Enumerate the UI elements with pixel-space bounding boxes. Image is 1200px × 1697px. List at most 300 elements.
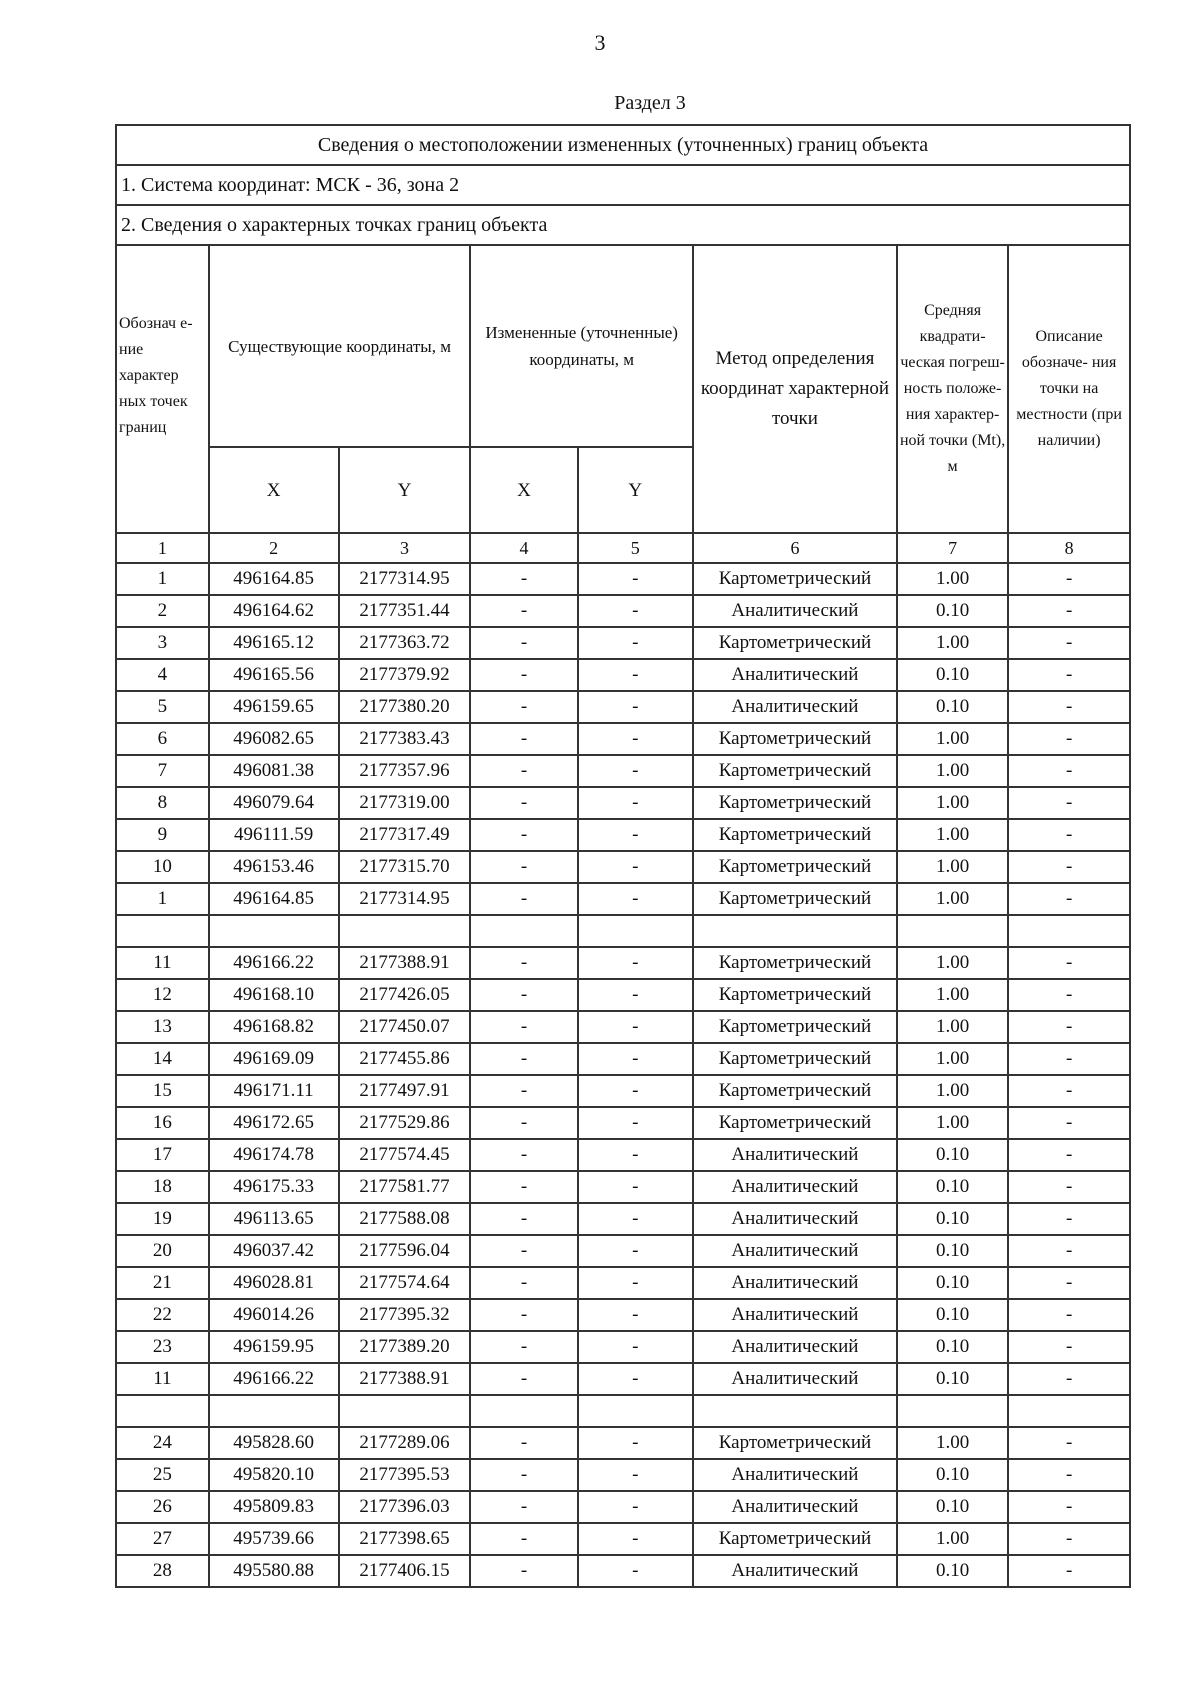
existing-y-cell: 2177388.91 <box>339 1363 471 1395</box>
table-row <box>116 1555 1130 1587</box>
changed-x-cell: - <box>470 1139 577 1171</box>
changed-y-cell: - <box>578 1171 693 1203</box>
existing-y-cell: 2177315.70 <box>339 851 471 883</box>
method-cell: Картометрический <box>693 755 897 787</box>
method-cell: Картометрический <box>693 947 897 979</box>
method-cell: Картометрический <box>693 787 897 819</box>
table-row <box>116 627 1130 659</box>
existing-x-cell: 496168.82 <box>209 1011 339 1043</box>
changed-x-cell: - <box>470 1203 577 1235</box>
error-cell: 1.00 <box>897 883 1008 915</box>
changed-y-cell: - <box>578 1331 693 1363</box>
changed-x-cell: - <box>470 723 577 755</box>
point-number-cell: 25 <box>116 1459 209 1491</box>
changed-x-cell: - <box>470 755 577 787</box>
column-number: 4 <box>470 533 577 563</box>
point-number-cell: 14 <box>116 1043 209 1075</box>
changed-y-cell: - <box>578 979 693 1011</box>
method-cell: Картометрический <box>693 723 897 755</box>
table-row <box>116 819 1130 851</box>
table-row <box>116 1107 1130 1139</box>
point-number-cell: 27 <box>116 1523 209 1555</box>
column-number: 6 <box>693 533 897 563</box>
point-number-cell: 1 <box>116 883 209 915</box>
changed-x-cell: - <box>470 1523 577 1555</box>
description-cell: - <box>1008 1267 1130 1299</box>
changed-y-cell: - <box>578 1107 693 1139</box>
changed-y-cell: - <box>578 883 693 915</box>
changed-y-cell: - <box>578 755 693 787</box>
description-cell: - <box>1008 1203 1130 1235</box>
existing-y-cell: 2177396.03 <box>339 1491 471 1523</box>
existing-x-cell: 496111.59 <box>209 819 339 851</box>
error-cell: 1.00 <box>897 979 1008 1011</box>
header-changed-y: Y <box>578 447 693 533</box>
table-row <box>116 1491 1130 1523</box>
changed-y-cell: - <box>578 1075 693 1107</box>
table-row <box>116 659 1130 691</box>
coordinate-system: 1. Система координат: МСК - 36, зона 2 <box>116 165 1130 205</box>
column-number: 8 <box>1008 533 1130 563</box>
changed-x-cell: - <box>470 1075 577 1107</box>
header-existing-coordinates: Существующие координаты, м <box>209 245 471 447</box>
column-number-row <box>116 533 1130 563</box>
changed-x-cell: - <box>470 1011 577 1043</box>
point-number-cell: 28 <box>116 1555 209 1587</box>
method-cell: Картометрический <box>693 979 897 1011</box>
error-cell: 1.00 <box>897 563 1008 595</box>
method-cell: Аналитический <box>693 1363 897 1395</box>
table-row <box>116 1267 1130 1299</box>
existing-x-cell: 496079.64 <box>209 787 339 819</box>
existing-x-cell: 496037.42 <box>209 1235 339 1267</box>
changed-y-cell: - <box>578 819 693 851</box>
existing-y-cell: 2177588.08 <box>339 1203 471 1235</box>
method-cell: Картометрический <box>693 883 897 915</box>
error-cell: 0.10 <box>897 1491 1008 1523</box>
changed-x-cell: - <box>470 1267 577 1299</box>
column-number: 5 <box>578 533 693 563</box>
existing-y-cell: 2177596.04 <box>339 1235 471 1267</box>
point-number-cell <box>116 915 209 947</box>
point-number-cell: 16 <box>116 1107 209 1139</box>
changed-y-cell: - <box>578 1267 693 1299</box>
changed-y-cell: - <box>578 1299 693 1331</box>
changed-x-cell: - <box>470 1107 577 1139</box>
description-cell: - <box>1008 1555 1130 1587</box>
description-cell: - <box>1008 755 1130 787</box>
description-cell: - <box>1008 659 1130 691</box>
error-cell: 0.10 <box>897 1555 1008 1587</box>
table-row <box>116 915 1130 947</box>
changed-y-cell: - <box>578 1235 693 1267</box>
error-cell: 1.00 <box>897 1107 1008 1139</box>
changed-x-cell: - <box>470 883 577 915</box>
changed-x-cell: - <box>470 787 577 819</box>
changed-x-cell: - <box>470 659 577 691</box>
changed-x-cell: - <box>470 1459 577 1491</box>
existing-x-cell: 495820.10 <box>209 1459 339 1491</box>
header-changed-coordinates: Измененные (уточненные) координаты, м <box>470 245 693 447</box>
table-row <box>116 1171 1130 1203</box>
table-row <box>116 979 1130 1011</box>
table-row <box>116 1395 1130 1427</box>
header-description: Описание обозначе- ния точки на местности (при наличии) <box>1008 245 1130 533</box>
method-cell: Аналитический <box>693 1171 897 1203</box>
existing-y-cell: 2177455.86 <box>339 1043 471 1075</box>
point-number-cell: 13 <box>116 1011 209 1043</box>
method-cell: Картометрический <box>693 1075 897 1107</box>
header-changed-x: X <box>470 447 577 533</box>
error-cell: 0.10 <box>897 691 1008 723</box>
existing-y-cell: 2177289.06 <box>339 1427 471 1459</box>
description-cell: - <box>1008 1235 1130 1267</box>
existing-y-cell: 2177380.20 <box>339 691 471 723</box>
error-cell: 0.10 <box>897 1203 1008 1235</box>
point-number-cell: 12 <box>116 979 209 1011</box>
changed-x-cell: - <box>470 691 577 723</box>
table-row <box>116 563 1130 595</box>
changed-x-cell: - <box>470 819 577 851</box>
description-cell: - <box>1008 627 1130 659</box>
table-row <box>116 1139 1130 1171</box>
point-number-cell: 7 <box>116 755 209 787</box>
table-row <box>116 1235 1130 1267</box>
description-cell: - <box>1008 1139 1130 1171</box>
method-cell: Картометрический <box>693 1427 897 1459</box>
changed-y-cell: - <box>578 563 693 595</box>
changed-y-cell: - <box>578 1523 693 1555</box>
changed-x-cell: - <box>470 851 577 883</box>
point-number-cell: 24 <box>116 1427 209 1459</box>
point-number-cell: 6 <box>116 723 209 755</box>
point-number-cell: 5 <box>116 691 209 723</box>
existing-x-cell: 496159.95 <box>209 1331 339 1363</box>
description-cell: - <box>1008 883 1130 915</box>
method-cell: Картометрический <box>693 563 897 595</box>
existing-x-cell: 495809.83 <box>209 1491 339 1523</box>
table-row <box>116 1011 1130 1043</box>
error-cell: 1.00 <box>897 947 1008 979</box>
description-cell: - <box>1008 1171 1130 1203</box>
method-cell: Аналитический <box>693 1203 897 1235</box>
error-cell: 1.00 <box>897 1011 1008 1043</box>
existing-y-cell: 2177574.64 <box>339 1267 471 1299</box>
point-number-cell: 3 <box>116 627 209 659</box>
method-cell: Аналитический <box>693 1459 897 1491</box>
table-row <box>116 787 1130 819</box>
changed-y-cell: - <box>578 1459 693 1491</box>
table-row <box>116 723 1130 755</box>
method-cell: Аналитический <box>693 1491 897 1523</box>
table-row <box>116 1459 1130 1491</box>
existing-y-cell: 2177426.05 <box>339 979 471 1011</box>
description-cell: - <box>1008 979 1130 1011</box>
description-cell: - <box>1008 1075 1130 1107</box>
point-number-cell: 17 <box>116 1139 209 1171</box>
existing-y-cell: 2177351.44 <box>339 595 471 627</box>
existing-x-cell: 496169.09 <box>209 1043 339 1075</box>
table-row <box>116 1075 1130 1107</box>
description-cell: - <box>1008 1427 1130 1459</box>
existing-y-cell: 2177395.53 <box>339 1459 471 1491</box>
existing-x-cell <box>209 1395 339 1427</box>
description-cell: - <box>1008 691 1130 723</box>
error-cell: 1.00 <box>897 851 1008 883</box>
existing-y-cell: 2177497.91 <box>339 1075 471 1107</box>
changed-x-cell: - <box>470 1331 577 1363</box>
error-cell: 0.10 <box>897 1363 1008 1395</box>
description-cell: - <box>1008 1523 1130 1555</box>
error-cell: 1.00 <box>897 1427 1008 1459</box>
method-cell: Картометрический <box>693 1107 897 1139</box>
existing-y-cell: 2177389.20 <box>339 1331 471 1363</box>
existing-x-cell: 496165.56 <box>209 659 339 691</box>
existing-y-cell: 2177379.92 <box>339 659 471 691</box>
description-cell: - <box>1008 595 1130 627</box>
existing-y-cell: 2177581.77 <box>339 1171 471 1203</box>
error-cell: 0.10 <box>897 1299 1008 1331</box>
changed-y-cell: - <box>578 947 693 979</box>
column-number: 1 <box>116 533 209 563</box>
boundary-points-table <box>115 124 1131 1588</box>
point-number-cell: 22 <box>116 1299 209 1331</box>
existing-x-cell: 496174.78 <box>209 1139 339 1171</box>
method-cell: Аналитический <box>693 659 897 691</box>
existing-x-cell: 496166.22 <box>209 947 339 979</box>
method-cell: Аналитический <box>693 1267 897 1299</box>
changed-y-cell: - <box>578 1011 693 1043</box>
error-cell: 1.00 <box>897 1075 1008 1107</box>
changed-y-cell: - <box>578 1555 693 1587</box>
changed-x-cell: - <box>470 1491 577 1523</box>
table-row <box>116 883 1130 915</box>
existing-x-cell: 496172.65 <box>209 1107 339 1139</box>
method-cell: Картометрический <box>693 851 897 883</box>
existing-x-cell: 496164.85 <box>209 563 339 595</box>
changed-y-cell: - <box>578 595 693 627</box>
changed-x-cell: - <box>470 979 577 1011</box>
point-number-cell: 1 <box>116 563 209 595</box>
method-cell: Картометрический <box>693 1011 897 1043</box>
description-cell: - <box>1008 947 1130 979</box>
changed-x-cell: - <box>470 1555 577 1587</box>
description-cell: - <box>1008 723 1130 755</box>
existing-x-cell: 496166.22 <box>209 1363 339 1395</box>
method-cell: Картометрический <box>693 819 897 851</box>
point-number-cell: 10 <box>116 851 209 883</box>
method-cell: Аналитический <box>693 691 897 723</box>
error-cell: 1.00 <box>897 787 1008 819</box>
error-cell: 1.00 <box>897 627 1008 659</box>
existing-y-cell: 2177314.95 <box>339 563 471 595</box>
method-cell: Аналитический <box>693 1331 897 1363</box>
table-row <box>116 1427 1130 1459</box>
method-cell <box>693 1395 897 1427</box>
table-row <box>116 947 1130 979</box>
description-cell <box>1008 1395 1130 1427</box>
table-row <box>116 595 1130 627</box>
description-cell: - <box>1008 563 1130 595</box>
method-cell: Картометрический <box>693 1523 897 1555</box>
existing-x-cell: 496082.65 <box>209 723 339 755</box>
existing-x-cell: 496168.10 <box>209 979 339 1011</box>
point-number-cell: 11 <box>116 1363 209 1395</box>
changed-y-cell: - <box>578 1139 693 1171</box>
description-cell: - <box>1008 1299 1130 1331</box>
point-number-cell: 23 <box>116 1331 209 1363</box>
changed-x-cell: - <box>470 1043 577 1075</box>
error-cell: 0.10 <box>897 1331 1008 1363</box>
header-existing-y: Y <box>339 447 471 533</box>
description-cell: - <box>1008 1107 1130 1139</box>
table-row <box>116 851 1130 883</box>
existing-y-cell: 2177529.86 <box>339 1107 471 1139</box>
error-cell <box>897 1395 1008 1427</box>
changed-y-cell: - <box>578 627 693 659</box>
method-cell: Аналитический <box>693 1139 897 1171</box>
existing-x-cell: 496113.65 <box>209 1203 339 1235</box>
table-row <box>116 755 1130 787</box>
changed-x-cell: - <box>470 563 577 595</box>
table-title: Сведения о местоположении измененных (уточненных) границ объекта <box>116 125 1130 165</box>
point-number-cell: 11 <box>116 947 209 979</box>
existing-x-cell: 496165.12 <box>209 627 339 659</box>
existing-y-cell: 2177383.43 <box>339 723 471 755</box>
existing-y-cell: 2177406.15 <box>339 1555 471 1587</box>
point-number-cell: 19 <box>116 1203 209 1235</box>
description-cell: - <box>1008 1491 1130 1523</box>
existing-y-cell: 2177363.72 <box>339 627 471 659</box>
header-error: Средняя квадрати- ческая погреш- ность положе- ния характер- ной точки (Mt), м <box>897 245 1008 533</box>
header-existing-x: X <box>209 447 339 533</box>
method-cell: Аналитический <box>693 1235 897 1267</box>
error-cell: 0.10 <box>897 1267 1008 1299</box>
existing-x-cell: 496171.11 <box>209 1075 339 1107</box>
error-cell: 0.10 <box>897 1139 1008 1171</box>
existing-y-cell <box>339 915 471 947</box>
existing-y-cell: 2177317.49 <box>339 819 471 851</box>
existing-y-cell: 2177319.00 <box>339 787 471 819</box>
description-cell: - <box>1008 1363 1130 1395</box>
changed-x-cell: - <box>470 627 577 659</box>
existing-y-cell: 2177398.65 <box>339 1523 471 1555</box>
column-number: 3 <box>339 533 471 563</box>
error-cell: 0.10 <box>897 595 1008 627</box>
point-number-cell: 8 <box>116 787 209 819</box>
existing-x-cell <box>209 915 339 947</box>
error-cell: 1.00 <box>897 1043 1008 1075</box>
point-number-cell: 26 <box>116 1491 209 1523</box>
existing-y-cell: 2177574.45 <box>339 1139 471 1171</box>
table-row <box>116 1043 1130 1075</box>
changed-y-cell: - <box>578 1203 693 1235</box>
header-designation: Обознач е-ние характер ных точек границ <box>116 245 209 533</box>
point-number-cell: 9 <box>116 819 209 851</box>
existing-x-cell: 496153.46 <box>209 851 339 883</box>
existing-y-cell: 2177357.96 <box>339 755 471 787</box>
changed-x-cell: - <box>470 595 577 627</box>
description-cell: - <box>1008 851 1130 883</box>
section-title: Раздел 3 <box>614 92 686 114</box>
column-number: 7 <box>897 533 1008 563</box>
description-cell: - <box>1008 819 1130 851</box>
existing-x-cell: 495580.88 <box>209 1555 339 1587</box>
existing-y-cell: 2177395.32 <box>339 1299 471 1331</box>
point-number-cell: 15 <box>116 1075 209 1107</box>
changed-y-cell <box>578 915 693 947</box>
point-number-cell: 18 <box>116 1171 209 1203</box>
existing-x-cell: 496014.26 <box>209 1299 339 1331</box>
error-cell: 0.10 <box>897 1459 1008 1491</box>
description-cell: - <box>1008 1011 1130 1043</box>
description-cell <box>1008 915 1130 947</box>
description-cell: - <box>1008 1459 1130 1491</box>
error-cell: 0.10 <box>897 1171 1008 1203</box>
changed-y-cell: - <box>578 659 693 691</box>
error-cell: 0.10 <box>897 659 1008 691</box>
error-cell <box>897 915 1008 947</box>
changed-x-cell: - <box>470 1235 577 1267</box>
changed-y-cell: - <box>578 1363 693 1395</box>
table-row <box>116 1203 1130 1235</box>
point-number-cell: 2 <box>116 595 209 627</box>
method-cell: Аналитический <box>693 1555 897 1587</box>
existing-x-cell: 496175.33 <box>209 1171 339 1203</box>
changed-x-cell <box>470 1395 577 1427</box>
existing-x-cell: 496159.65 <box>209 691 339 723</box>
changed-y-cell: - <box>578 1043 693 1075</box>
error-cell: 1.00 <box>897 723 1008 755</box>
changed-x-cell <box>470 915 577 947</box>
changed-x-cell: - <box>470 1171 577 1203</box>
changed-x-cell: - <box>470 1299 577 1331</box>
error-cell: 1.00 <box>897 755 1008 787</box>
method-cell: Картометрический <box>693 1043 897 1075</box>
changed-y-cell: - <box>578 787 693 819</box>
method-cell: Аналитический <box>693 595 897 627</box>
table-row <box>116 1523 1130 1555</box>
error-cell: 1.00 <box>897 819 1008 851</box>
existing-x-cell: 496164.85 <box>209 883 339 915</box>
changed-x-cell: - <box>470 1363 577 1395</box>
method-cell <box>693 915 897 947</box>
point-number-cell <box>116 1395 209 1427</box>
page-number: 3 <box>594 30 606 55</box>
existing-x-cell: 495739.66 <box>209 1523 339 1555</box>
existing-x-cell: 495828.60 <box>209 1427 339 1459</box>
column-number: 2 <box>209 533 339 563</box>
changed-y-cell: - <box>578 691 693 723</box>
error-cell: 0.10 <box>897 1235 1008 1267</box>
table-row <box>116 1331 1130 1363</box>
description-cell: - <box>1008 1331 1130 1363</box>
existing-x-cell: 496164.62 <box>209 595 339 627</box>
existing-y-cell: 2177314.95 <box>339 883 471 915</box>
existing-x-cell: 496081.38 <box>209 755 339 787</box>
point-number-cell: 4 <box>116 659 209 691</box>
changed-y-cell: - <box>578 723 693 755</box>
existing-y-cell: 2177388.91 <box>339 947 471 979</box>
changed-x-cell: - <box>470 1427 577 1459</box>
existing-x-cell: 496028.81 <box>209 1267 339 1299</box>
description-cell: - <box>1008 1043 1130 1075</box>
error-cell: 1.00 <box>897 1523 1008 1555</box>
changed-y-cell <box>578 1395 693 1427</box>
changed-y-cell: - <box>578 1427 693 1459</box>
point-number-cell: 20 <box>116 1235 209 1267</box>
changed-y-cell: - <box>578 1491 693 1523</box>
